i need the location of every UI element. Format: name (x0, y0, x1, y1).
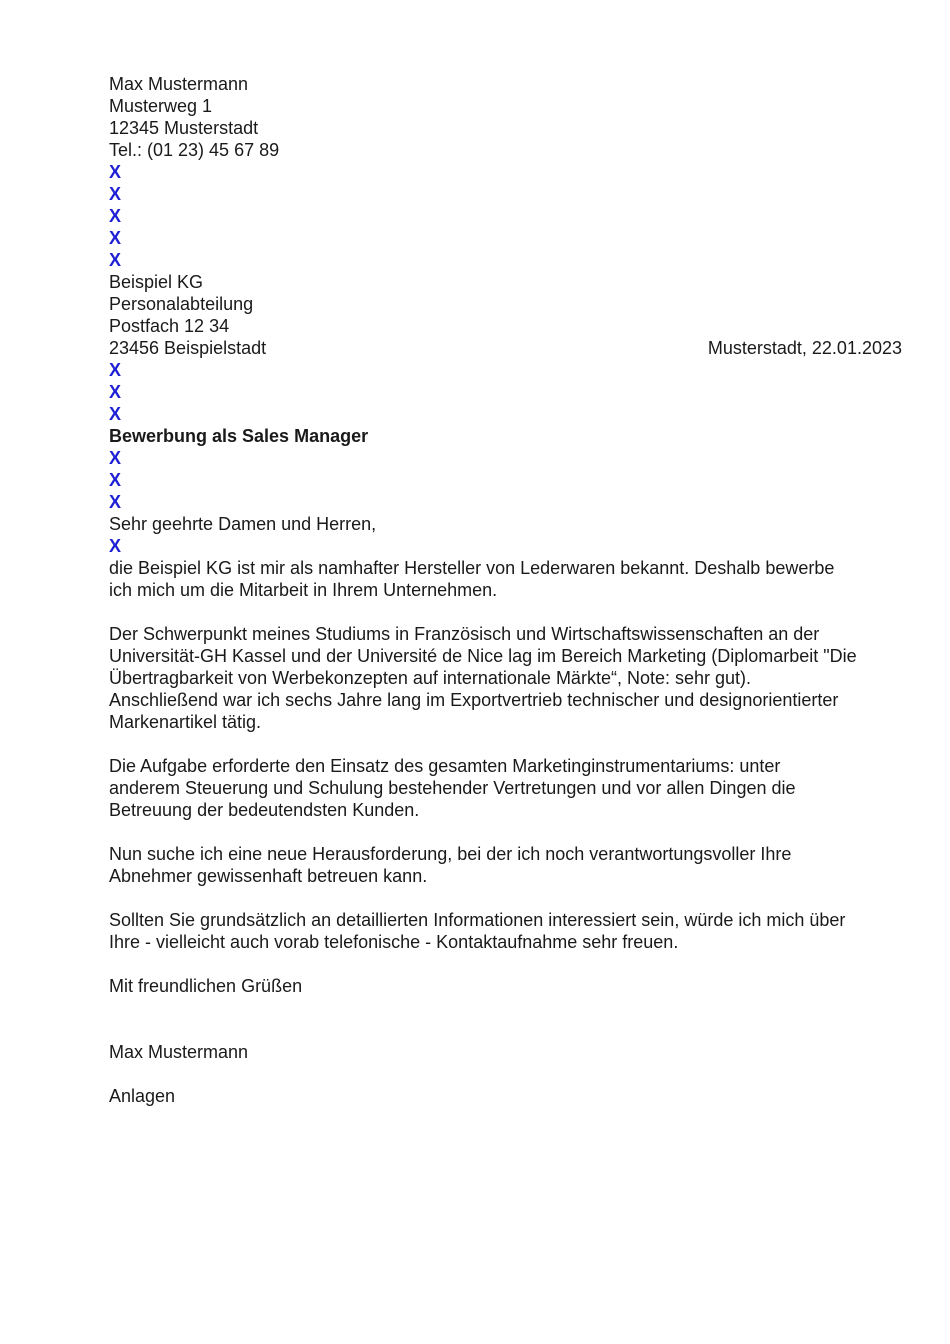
recipient-postbox: Postfach 12 34 (109, 316, 230, 336)
body-paragraph: Der Schwerpunkt meines Studiums in Französisch und Wirtschaftswissenschaften an der Universität-GH Kassel und der Université de Nice lag im Bereich Marketing (Diplomarbeit "Die Übertragbarkeit von Werbekonzepten auf internationale Märkte“, Note: sehr gut). Anschließend war ich sechs Jahre lang im Exportvertrieb technischer und designorientierter Markenartikel tätig. (109, 624, 857, 732)
signature-space (109, 997, 909, 1019)
sender-name: Max Mustermann (109, 74, 249, 94)
spacing-marker: X (109, 360, 122, 380)
body-paragraph: die Beispiel KG ist mir als namhafter Hersteller von Lederwaren bekannt. Deshalb bewerbe ich mich um die Mitarbeit in Ihrem Unternehmen. (109, 558, 835, 600)
signature-space (109, 1019, 909, 1041)
letter-date: Musterstadt, 22.01.2023 (707, 338, 902, 358)
body-paragraph: Nun suche ich eine neue Herausforderung, bei der ich noch verantwortungsvoller Ihre Abnehmer gewissenhaft betreuen kann. (109, 844, 792, 886)
attachment-space (109, 1063, 909, 1085)
sender-street: Musterweg 1 (109, 96, 213, 116)
sender-block (109, 73, 909, 161)
spacing-marker: X (109, 404, 122, 424)
body-paragraph: Die Aufgabe erforderte den Einsatz des gesamten Marketinginstrumentariums: unter anderem Steuerung und Schulung bestehender Vertretungen und vor allen Dingen die Betreuung der bedeutendsten Kunden. (109, 756, 796, 820)
spacing-marker: X (109, 228, 122, 248)
sender-city: 12345 Musterstadt (109, 118, 259, 138)
spacing-marker: X (109, 470, 122, 490)
attachments-label: Anlagen (109, 1086, 176, 1106)
spacing-marker: X (109, 382, 122, 402)
recipient-company: Beispiel KG (109, 272, 204, 292)
spacing-marker: X (109, 536, 122, 556)
letter-subject: Bewerbung als Sales Manager (109, 426, 369, 446)
recipient-city: 23456 Beispielstadt (109, 338, 267, 358)
spacing-marker: X (109, 184, 122, 204)
salutation: Sehr geehrte Damen und Herren, (109, 514, 377, 534)
letter-content (109, 73, 909, 1107)
spacing-marker: X (109, 448, 122, 468)
closing: Mit freundlichen Grüßen (109, 976, 303, 996)
spacing-marker: X (109, 492, 122, 512)
sender-phone: Tel.: (01 23) 45 67 89 (109, 140, 280, 160)
letter-body (109, 557, 909, 953)
recipient-department: Personalabteilung (109, 294, 254, 314)
spacing-marker: X (109, 162, 122, 182)
spacing-marker: X (109, 250, 122, 270)
body-paragraph: Sollten Sie grundsätzlich an detaillierten Informationen interessiert sein, würde ich mich über Ihre - vielleicht auch vorab telefonische - Kontaktaufnahme sehr freuen. (109, 910, 846, 952)
signature-name: Max Mustermann (109, 1042, 249, 1062)
spacing-marker: X (109, 206, 122, 226)
